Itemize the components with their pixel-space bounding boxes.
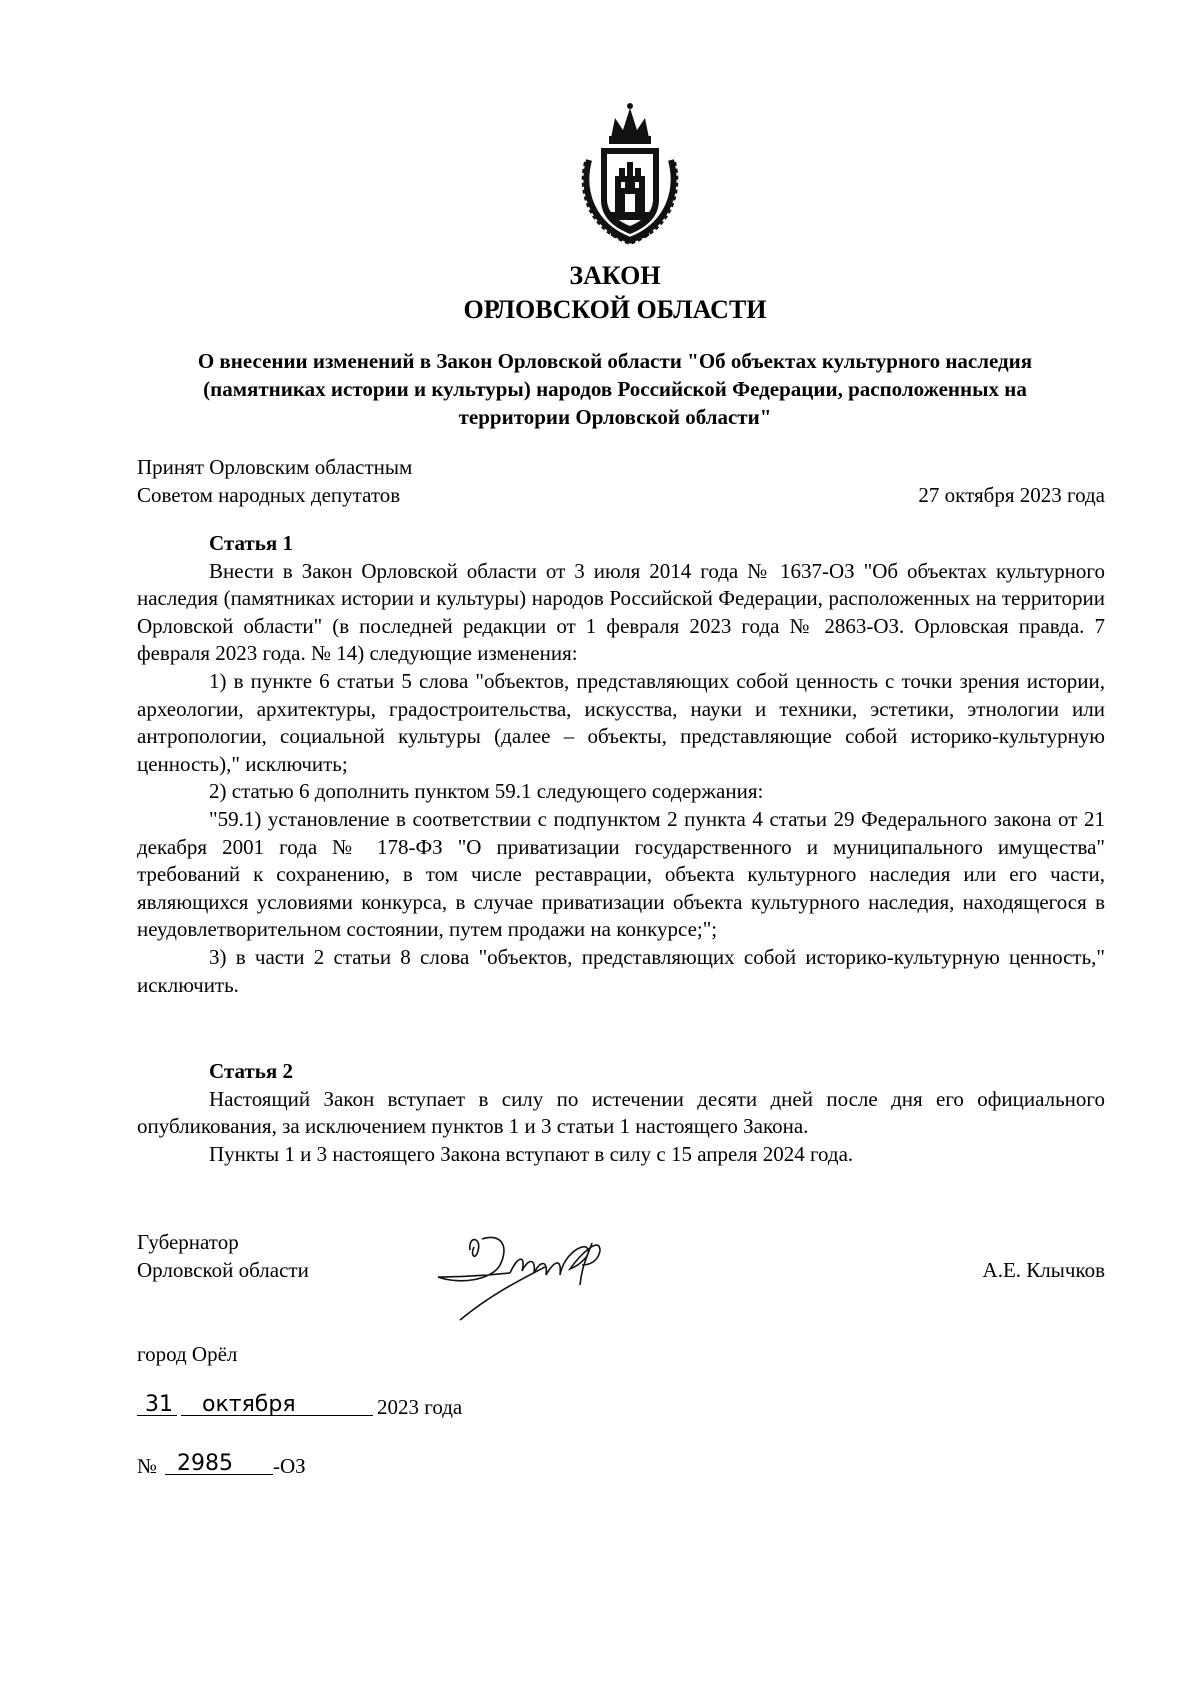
position-line: Орловской области xyxy=(137,1258,309,1282)
law-number xyxy=(137,1452,537,1482)
handwritten-month: октября xyxy=(202,1392,296,1417)
region-title: ОРЛОВСКОЙ ОБЛАСТИ xyxy=(463,295,767,324)
article-2 xyxy=(137,1058,1105,1168)
article-paragraph: Настоящий Закон вступает в силу по истечении десяти дней после дня его официального опубликования, за исключением пунктов 1 и 3 статьи 1 настоящего Закона. xyxy=(137,1086,1105,1139)
signatory-name: А.Е. Клычков xyxy=(982,1258,1105,1282)
adoption-info xyxy=(137,453,412,509)
subtitle-line: О внесении изменений в Закон Орловской области "Об объектах культурного наследия xyxy=(197,349,1033,373)
article-paragraph: "59.1) установление в соответствии с подпунктом 2 пункта 4 статьи 29 Федерального закона от 21 декабря 2001 года № 178-ФЗ "О приватизации государственного и муниципального имущества" требований к сохранению, в том числе реставрации, объекта культурного наследия или его части, являющихся условиями конкурса, в случае приватизации объекта культурного наследия, находящегося в неудовлетворительном состоянии, путем продажи на конкурсе;"; xyxy=(137,806,1105,942)
year-text: 2023 года xyxy=(377,1395,463,1419)
position-line: Губернатор xyxy=(137,1230,239,1254)
signing-date xyxy=(137,1393,537,1423)
city: город Орёл xyxy=(137,1342,238,1366)
handwritten-number: 2985 xyxy=(177,1451,233,1476)
handwritten-signature xyxy=(430,1225,630,1325)
law-subtitle xyxy=(130,347,1100,431)
article-paragraph: 3) в части 2 статьи 8 слова "объектов, представляющих собой историко-культурную ценность," исключить. xyxy=(137,944,1105,997)
adoption-date: 27 октября 2023 года xyxy=(918,483,1105,507)
number-sign: № xyxy=(137,1454,158,1478)
signatory-position xyxy=(137,1228,309,1284)
handwritten-day: 31 xyxy=(145,1392,173,1417)
adoption-line: Советом народных депутатов xyxy=(137,483,401,507)
article-heading: Статья 2 xyxy=(209,1059,293,1083)
article-paragraph: Пункты 1 и 3 настоящего Закона вступают в силу с 15 апреля 2024 года. xyxy=(209,1141,854,1166)
subtitle-line: (памятниках истории и культуры) народов Российской Федерации, расположенных на xyxy=(203,377,1027,401)
article-paragraph: Внести в Закон Орловской области от 3 июля 2014 года № 1637-ОЗ "Об объектах культурного наследия (памятниках истории и культуры) народов Российской Федерации, расположенных на территории Орловской области" (в последней редакции от 1 февраля 2023 года № 2863-ОЗ. Орловская правда. 7 февраля 2023 года. № 14) следующие изменения: xyxy=(137,558,1105,666)
number-suffix: -ОЗ xyxy=(273,1454,306,1478)
article-1 xyxy=(137,530,1105,999)
coat-of-arms-emblem xyxy=(571,100,689,246)
article-paragraph: 1) в пункте 6 статьи 5 слова "объектов, представляющих собой ценность с точки зрения истории, археологии, архитектуры, градостроительства, искусства, науки и техники, эстетики, этнологии или антропологии, социальной культуры (далее – объекты, представляющие собой историко-культурную ценность)," исключить; xyxy=(137,668,1105,776)
law-title: ЗАКОН xyxy=(569,261,661,290)
article-paragraph: 2) статью 6 дополнить пунктом 59.1 следующего содержания: xyxy=(209,779,764,804)
adoption-line: Принят Орловским областным xyxy=(137,455,413,479)
subtitle-line: территории Орловской области" xyxy=(458,405,772,429)
article-heading: Статья 1 xyxy=(209,531,293,555)
